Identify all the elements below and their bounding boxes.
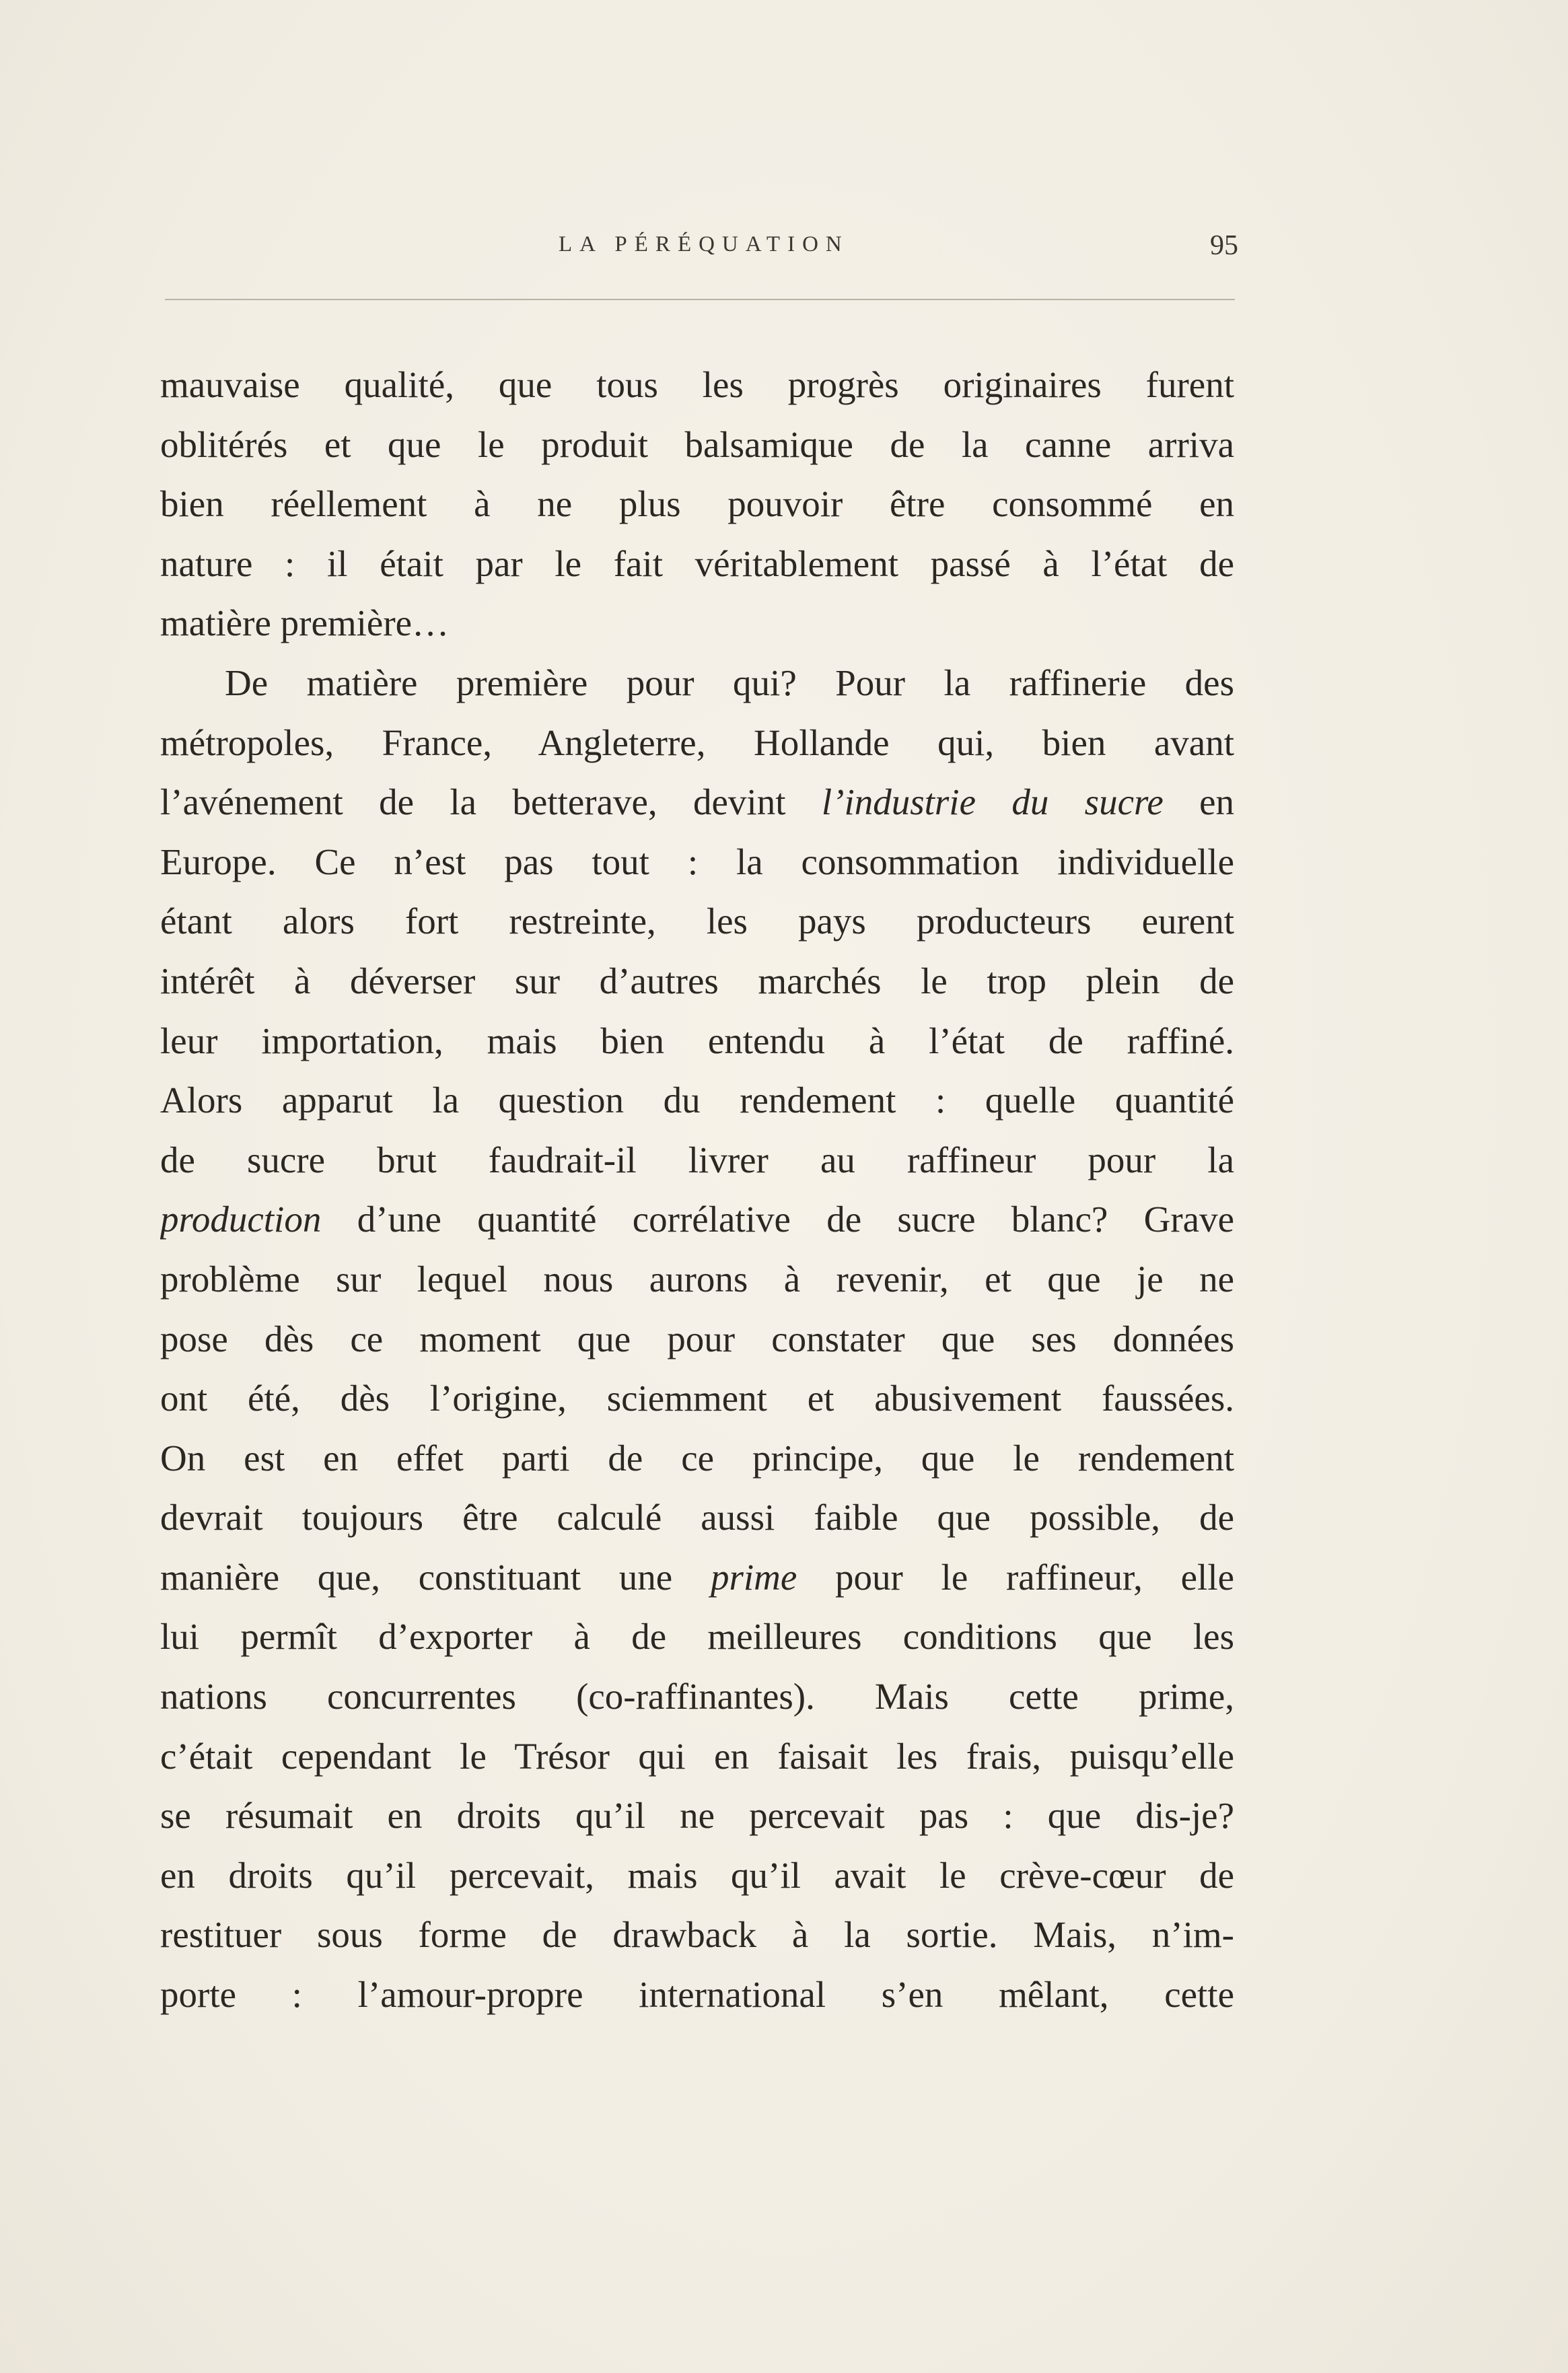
line-segment: pour le raffineur, elle bbox=[835, 1556, 1234, 1598]
running-head bbox=[162, 232, 1238, 273]
page-number: 95 bbox=[1210, 230, 1238, 261]
line-segment: d’une quantité corrélative de sucre blanc? Grave bbox=[357, 1199, 1234, 1240]
text-line: lui permît d’exporter à de meilleures conditions que les bbox=[160, 1616, 1234, 1658]
text-line: bien réellement à ne plus pouvoir être consommé en bbox=[160, 483, 1234, 525]
text-line: nature : il était par le fait véritablement passé à l’état de bbox=[160, 542, 1234, 584]
text-line: pose dès ce moment que pour constater que ses données bbox=[160, 1318, 1234, 1359]
text-line: oblitérés et que le produit balsamique de la canne arriva bbox=[160, 423, 1234, 465]
header-rule bbox=[165, 299, 1235, 300]
text-line: intérêt à déverser sur d’autres marchés le trop plein de bbox=[160, 960, 1234, 1001]
text-line: c’était cependant le Trésor qui en faisait les frais, puisqu’elle bbox=[160, 1735, 1234, 1777]
body-text bbox=[160, 355, 1234, 2025]
text-line: leur importation, mais bien entendu à l’état de raffiné. bbox=[160, 1020, 1234, 1061]
text-line bbox=[160, 1190, 1234, 1250]
text-line: problème sur lequel nous aurons à revenir, et que je ne bbox=[160, 1258, 1234, 1300]
running-title: LA PÉRÉQUATION bbox=[559, 232, 849, 256]
text-line: Europe. Ce n’est pas tout : la consommation individuelle bbox=[160, 841, 1234, 882]
text-line: ont été, dès l’origine, sciemment et abusivement faussées. bbox=[160, 1378, 1234, 1419]
italic-phrase: l’industrie du sucre bbox=[821, 781, 1164, 823]
line-segment: en bbox=[1199, 781, 1234, 823]
text-line: mauvaise qualité, que tous les progrès originaires furent bbox=[160, 364, 1234, 405]
text-line: matière première… bbox=[160, 602, 450, 644]
text-line: se résumait en droits qu’il ne percevait pas : que dis-je? bbox=[160, 1795, 1234, 1837]
text-line: porte : l’amour-propre international s’en mêlant, cette bbox=[160, 1974, 1234, 2016]
text-line: métropoles, France, Angleterre, Hollande qui, bien avant bbox=[160, 721, 1234, 763]
text-line: On est en effet parti de ce principe, que le rendement bbox=[160, 1437, 1234, 1479]
text-line bbox=[160, 773, 1234, 833]
text-line: de sucre brut faudrait-il livrer au raffineur pour la bbox=[160, 1139, 1234, 1180]
text-line: en droits qu’il percevait, mais qu’il avait le crève-cœur de bbox=[160, 1854, 1234, 1896]
text-line: De matière première pour qui? Pour la raffinerie des bbox=[225, 662, 1234, 703]
italic-phrase: prime bbox=[710, 1556, 797, 1598]
text-line: devrait toujours être calculé aussi faible que possible, de bbox=[160, 1497, 1234, 1538]
text-line: Alors apparut la question du rendement : quelle quantité bbox=[160, 1079, 1234, 1121]
text-line: étant alors fort restreinte, les pays producteurs eurent bbox=[160, 900, 1234, 942]
italic-phrase: production bbox=[160, 1199, 322, 1240]
text-line bbox=[160, 1548, 1234, 1608]
line-segment: l’avénement de la betterave, devint bbox=[160, 781, 786, 823]
text-line: restituer sous forme de drawback à la sortie. Mais, n’im- bbox=[160, 1914, 1234, 1956]
text-line: nations concurrentes (co-raffinantes). Mais cette prime, bbox=[160, 1676, 1234, 1717]
line-segment: manière que, constituant une bbox=[160, 1556, 673, 1598]
